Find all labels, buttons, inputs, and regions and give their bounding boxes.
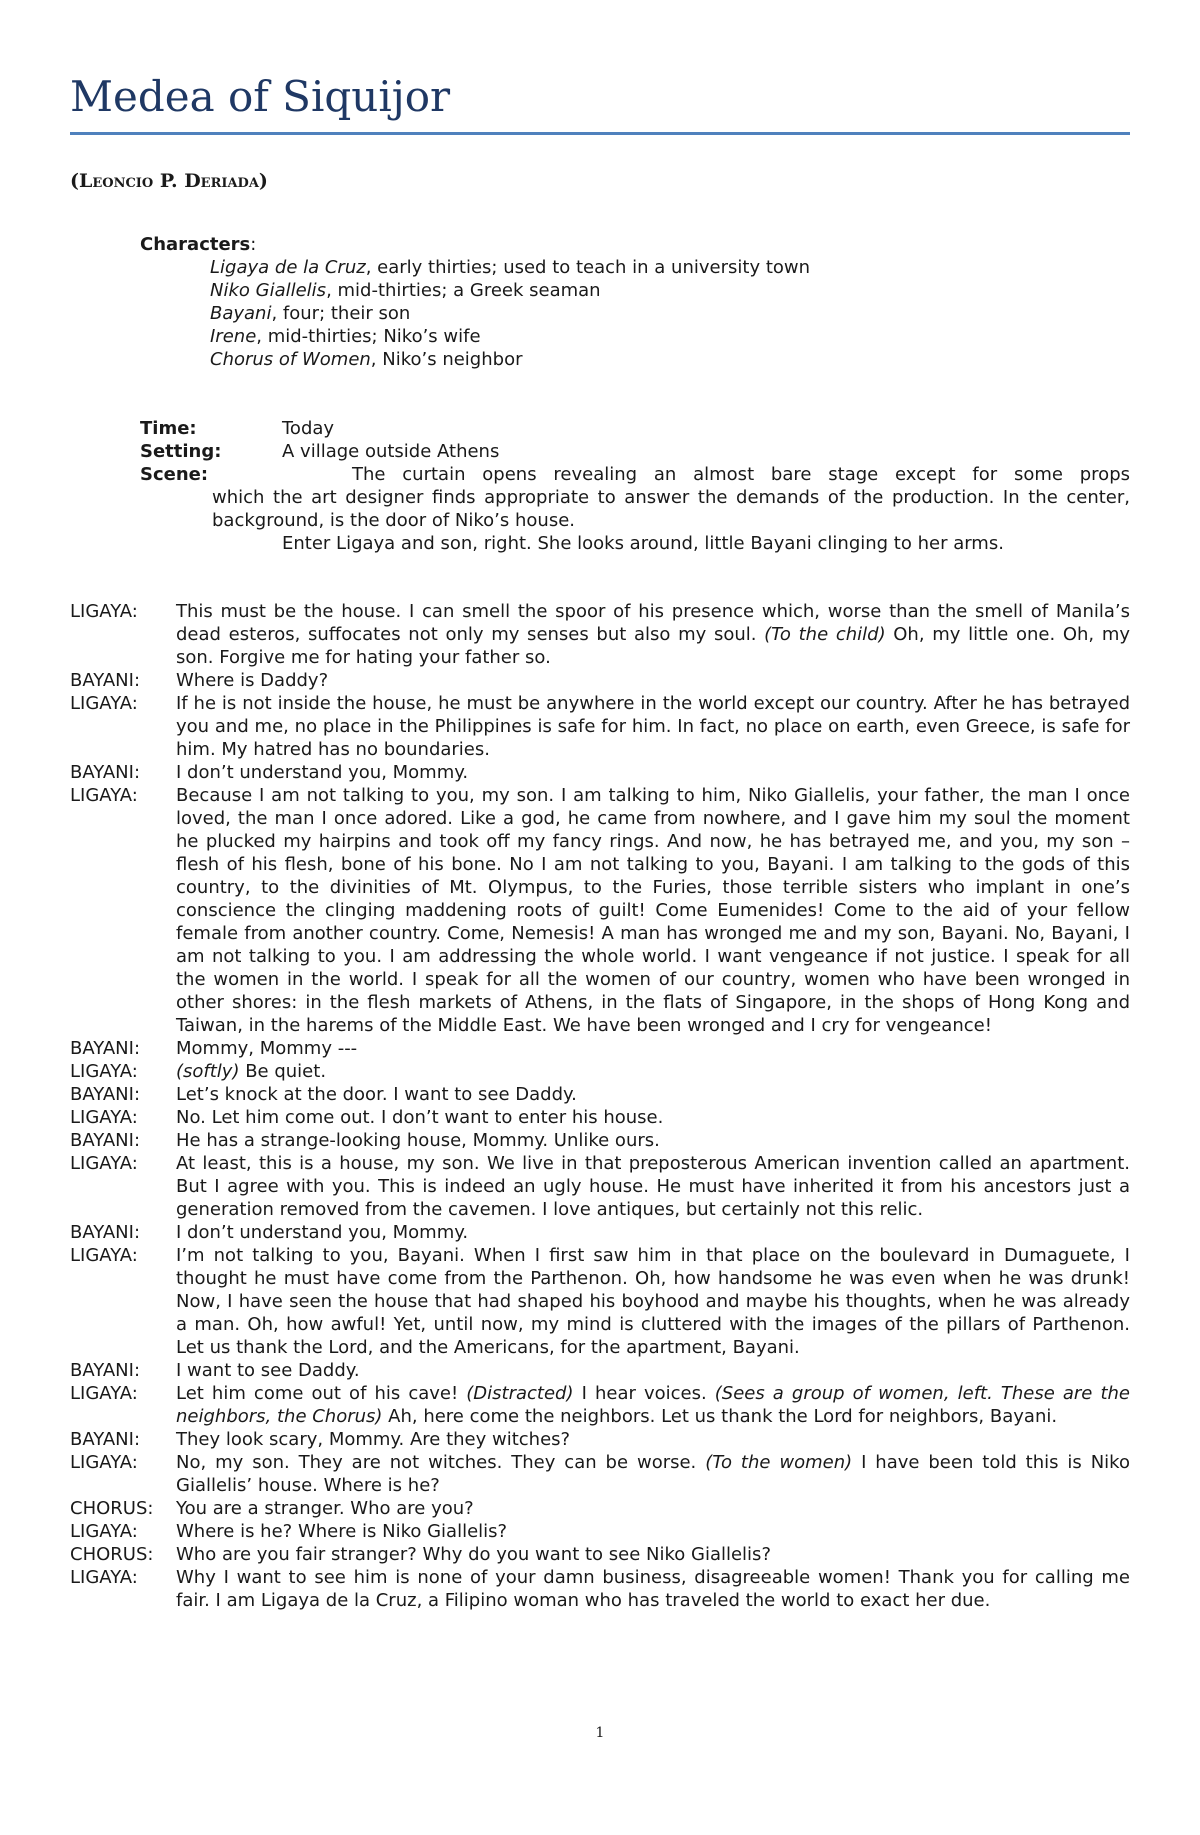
spoken-text: I hear voices. (573, 1383, 715, 1404)
speaker-label: LIGAYA: (70, 601, 138, 622)
spoken-text: Because I am not talking to you, my son. I am talking to him, Niko Giallelis, your father, the man I once loved, the man I once adored. Like a god, he came from nowhere, and I gave him my soul the moment he plucked my hairpins and took off my fancy rings. And now, he has betrayed me, and you, my son – flesh of his flesh, bone of his bone. No I am not talking to you, Bayani. I am talking to the gods of this country, to the divinities of Mt. Olympus, to the Furies, those terrible sisters who implant in one’s conscience the clinging maddening roots of guilt! Come Eumenides! Come to the aid of your fellow female from another country. Come, Nemesis! A man has wronged me and my son, Bayani. No, Bayani, I am not talking to you. I am addressing the whole world. I want vengeance if not justice. I speak for all the women in the world. I speak for all the women of our country, women who have been wronged in other shores: in the flesh markets of Athens, in the flats of Singapore, in the shops of Hong Kong and Taiwan, in the harems of the Middle East. We have been wronged and I cry for vengeance! (176, 785, 1130, 1036)
speaker-label: LIGAYA: (70, 693, 138, 714)
speaker-label: BAYANI: (70, 1429, 141, 1450)
spoken-text: He has a strange-looking house, Mommy. Unlike ours. (176, 1130, 660, 1151)
spoken-text: Ah, here come the neighbors. Let us thank the Lord for neighbors, Bayani. (382, 1406, 1058, 1427)
spoken-text: Where is Daddy? (176, 670, 329, 691)
setting-value: A village outside Athens (282, 441, 500, 462)
stage-direction: (Sees a group of women, left. These are the neighbors, the Chorus) (176, 1383, 1130, 1427)
time-setting-scene (140, 417, 1130, 555)
spoken-text: I have been told this is Niko Giallelis’ house. Where is he? (176, 1452, 1130, 1496)
character-item (140, 279, 810, 302)
character-name: Irene (210, 326, 257, 347)
dialogue-text (176, 1106, 1130, 1129)
spoken-text: Let’s knock at the door. I want to see Daddy. (176, 1084, 577, 1105)
dialogue-line (70, 1520, 1130, 1543)
dialogue-text (176, 1152, 1130, 1221)
spoken-text: This must be the house. I can smell the spoor of his presence which, worse than the smell of Manila’s dead esteros, suffocates not only my senses but also my soul. (176, 601, 1130, 645)
speaker-label: LIGAYA: (70, 785, 138, 806)
dialogue-text (176, 784, 1130, 1037)
dialogue-line (70, 1566, 1130, 1612)
characters-heading: Characters: (140, 234, 257, 255)
spoken-text: I’m not talking to you, Bayani. When I first saw him in that place on the boulevard in Dumaguete, I thought he must have come from the Parthenon. Oh, how handsome he was even when he was drunk! Now, I have seen the house that had shaped his boyhood and maybe his thoughts, when he was already a man. Oh, how awful! Yet, until now, my mind is cluttered with the images of the pillars of Parthenon. Let us thank the Lord, and the Americans, for the apartment, Bayani. (176, 1245, 1130, 1358)
time-label: Time: (140, 418, 197, 439)
spoken-text: I don’t understand you, Mommy. (176, 1222, 469, 1243)
dialogue-text (176, 1451, 1130, 1497)
speaker-label: LIGAYA: (70, 1567, 138, 1588)
spoken-text: If he is not inside the house, he must be anywhere in the world except our country. After he has betrayed you and me, no place in the Philippines is safe for him. In fact, no place on earth, even Greece, is safe for him. My hatred has no boundaries. (176, 693, 1130, 760)
character-description: , mid-thirties; Niko’s wife (256, 326, 481, 347)
spoken-text: No, my son. They are not witches. They can be worse. (176, 1452, 706, 1473)
speaker-label: LIGAYA: (70, 1061, 138, 1082)
setting-label: Setting: (140, 441, 222, 462)
author-line: (Leoncio P. Deriada) (70, 170, 268, 192)
dialogue-text (176, 600, 1130, 669)
dialogue-line (70, 1106, 1130, 1129)
dialogue-line (70, 1497, 1130, 1520)
scene-row (140, 463, 1130, 486)
dialogue-line (70, 761, 1130, 784)
character-description: , four; their son (271, 303, 411, 324)
dialogue-line (70, 1129, 1130, 1152)
dialogue-text (176, 1221, 1130, 1244)
setting-row (140, 440, 1130, 463)
spoken-text: I want to see Daddy. (176, 1360, 360, 1381)
dialogue-text (176, 692, 1130, 761)
spoken-text: Where is he? Where is Niko Giallelis? (176, 1521, 508, 1542)
spoken-text: Mommy, Mommy --- (176, 1038, 358, 1059)
stage-direction: (softly) (176, 1061, 240, 1082)
character-item (140, 348, 810, 371)
dialogue-text (176, 1543, 1130, 1566)
spoken-text: Be quiet. (239, 1061, 327, 1082)
dialogue-text (176, 1497, 1130, 1520)
character-item (140, 325, 810, 348)
speaker-label: LIGAYA: (70, 1107, 138, 1128)
spoken-text: Who are you fair stranger? Why do you want to see Niko Giallelis? (176, 1544, 771, 1565)
character-name: Ligaya de la Cruz (210, 257, 366, 278)
character-name: Bayani (210, 303, 272, 324)
dialogue-text (176, 761, 1130, 784)
speaker-label: BAYANI: (70, 1130, 141, 1151)
dialogue-line (70, 1382, 1130, 1428)
spoken-text: At least, this is a house, my son. We live in that preposterous American invention called an apartment. But I agree with you. This is indeed an ugly house. He must have inherited it from his ancestors just a generation removed from the cavemen. I love antiques, but certainly not this relic. (176, 1153, 1130, 1220)
character-description: , mid-thirties; a Greek seaman (326, 280, 601, 301)
spoken-text: They look scary, Mommy. Are they witches? (176, 1429, 571, 1450)
stage-direction: (Distracted) (466, 1383, 574, 1404)
character-item (140, 302, 810, 325)
dialogue-line (70, 1037, 1130, 1060)
dialogue-line (70, 1428, 1130, 1451)
spoken-text: Oh, my little one. Oh, my son. Forgive me for hating your father so. (176, 624, 1131, 668)
dialogue-text (176, 1129, 1130, 1152)
page-number: 1 (595, 1725, 605, 1741)
dialogue-line (70, 1221, 1130, 1244)
spoken-text: I don’t understand you, Mommy. (176, 762, 469, 783)
dialogue-line (70, 1083, 1130, 1106)
scene-first-line: The curtain opens revealing an almost bare stage except for some props (352, 464, 1130, 485)
dialogue-text (176, 1566, 1130, 1612)
spoken-text: No. Let him come out. I don’t want to enter his house. (176, 1107, 664, 1128)
speaker-label: LIGAYA: (70, 1452, 138, 1473)
speaker-label: BAYANI: (70, 670, 141, 691)
character-description: , early thirties; used to teach in a university town (365, 257, 811, 278)
speaker-label: BAYANI: (70, 1222, 141, 1243)
dialogue-line (70, 1543, 1130, 1566)
dialogue-line (70, 784, 1130, 1037)
speaker-label: CHORUS: (70, 1544, 154, 1565)
time-row (140, 417, 1130, 440)
speaker-label: BAYANI: (70, 1038, 141, 1059)
dialogue-text (176, 1037, 1130, 1060)
character-name: Niko Giallelis (210, 280, 327, 301)
title-underline (70, 132, 1130, 135)
dialogue-line (70, 1359, 1130, 1382)
characters-list (140, 256, 810, 371)
speaker-label: BAYANI: (70, 1084, 141, 1105)
character-description: , Niko’s neighbor (370, 349, 523, 370)
speaker-label: CHORUS: (70, 1498, 154, 1519)
speaker-label: LIGAYA: (70, 1383, 138, 1404)
dialogue-text (176, 669, 1130, 692)
dialogue-text (176, 1083, 1130, 1106)
speaker-label: BAYANI: (70, 1360, 141, 1381)
characters-section (140, 233, 810, 371)
speaker-label: BAYANI: (70, 762, 141, 783)
dialogue-line (70, 1060, 1130, 1083)
stage-direction: (To the women) (705, 1452, 853, 1473)
character-name: Chorus of Women (210, 349, 371, 370)
scene-label: Scene: (140, 464, 209, 485)
dialogue-line (70, 1451, 1130, 1497)
dialogue-text (176, 1520, 1130, 1543)
scene-continuation: which the art designer finds appropriate to answer the demands of the production. In the center, background, is the door of Niko’s house. (212, 487, 1130, 531)
dialogue-line (70, 600, 1130, 669)
dialogue-text (176, 1382, 1130, 1428)
dialogue-text (176, 1060, 1130, 1083)
dialogue-line (70, 692, 1130, 761)
spoken-text: You are a stranger. Who are you? (176, 1498, 474, 1519)
dialogue-line (70, 1244, 1130, 1359)
dialogue-line (70, 669, 1130, 692)
speaker-label: LIGAYA: (70, 1153, 138, 1174)
character-item (140, 256, 810, 279)
stage-direction: (To the child) (764, 624, 886, 645)
spoken-text: Why I want to see him is none of your damn business, disagreeable women! Thank you for calling me fair. I am Ligaya de la Cruz, a Filipino woman who has traveled the world to exact her due. (176, 1567, 1130, 1611)
dialogue-text (176, 1359, 1130, 1382)
scene-enter-direction: Enter Ligaya and son, right. She looks around, little Bayani clinging to her arms. (282, 533, 1004, 554)
speaker-label: LIGAYA: (70, 1521, 138, 1542)
dialogue-section (70, 600, 1130, 1612)
document-title: Medea of Siquijor (70, 72, 451, 121)
spoken-text: Let him come out of his cave! (176, 1383, 467, 1404)
time-value: Today (282, 418, 335, 439)
dialogue-text (176, 1428, 1130, 1451)
speaker-label: LIGAYA: (70, 1245, 138, 1266)
dialogue-text (176, 1244, 1130, 1359)
dialogue-line (70, 1152, 1130, 1221)
